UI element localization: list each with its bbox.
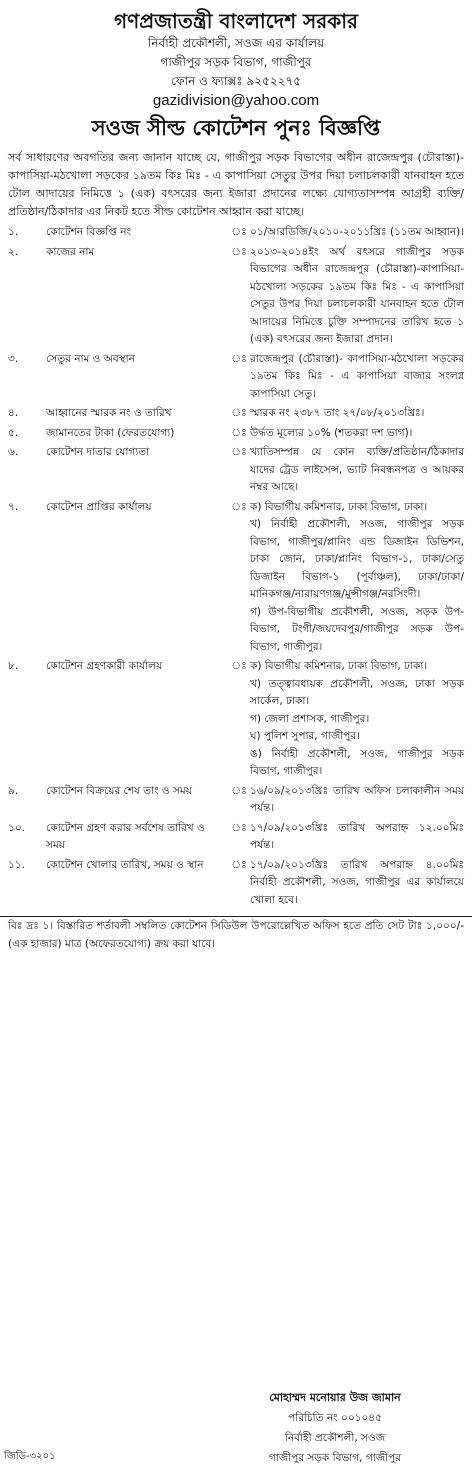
item-row [8, 819, 464, 856]
item-value-line: গ) উপ-বিভাগীয় প্রকৌশলী, সওজ, সড়ক উপ-বিভাগ, টংগী/জয়দেবপুর/গাজীপুর সড়ক উপ-বিভাগ, গাজীপুর। [250, 605, 464, 653]
item-row [8, 243, 464, 350]
item-label: কোটেশন গ্রহণ করার সর্বশেষ তারিখ ও সময় [46, 821, 205, 851]
item-value-line: ০১/আরডিজি/২০১০-২০১১খ্রিঃ (১১তম আহ্বান)। [250, 226, 464, 238]
item-separator: ঃ [231, 500, 247, 513]
item-value-line: ক) বিভাগীয় কমিশনার, ঢাকা বিভাগ, ঢাকা। [250, 500, 428, 513]
signatory-id: পরিচিতি নং ০০১০৪৫ [288, 1412, 382, 1424]
item-label: কাজের নাম [46, 245, 95, 258]
item-separator: ঃ [231, 821, 247, 834]
office-name: নির্বাহী প্রকৌশলী, সওজ এর কার্যালয় [147, 36, 325, 50]
item-value [250, 657, 464, 782]
item-number: ৮. [8, 660, 19, 672]
item-separator: ঃ [231, 446, 247, 458]
item-label: কোটেশন বিজ্ঞপ্তি নং [46, 226, 132, 238]
phone-fax: ফোন ও ফ্যাক্সঃ ৯২৫২২৭৫ [170, 74, 302, 88]
item-label: কোটেশন খোলার তারিখ, সময় ও স্থান [46, 858, 204, 871]
item-row [8, 223, 464, 243]
item-value [250, 424, 464, 444]
item-value [250, 350, 464, 405]
item-value [250, 443, 464, 498]
item-separator: ঃ [231, 784, 247, 797]
item-value-line: ১৭/০৯/২০১৩খ্রিঃ তারিখ অপরাহ্ন ১২.০০মিঃ পর্যন্ত। [250, 821, 464, 851]
item-value-line: ২০১৩-২০১৪ইং অর্থ বৎসরে গাজীপুর সড়ক বিভাগের অধীন রাজেন্দ্রপুর (চৌরাস্তা)-কাপাসিয়া-মঠখোলা সড়কের ১৯তম কিঃ মিঃ - এ কাপাসিয়া সেতুর উপর দিয়া চলাচলকারী যানবাহন হতে টোল আদায়ের নিমিত্তে চুক্তি সম্পাদনের তারিখ হতে ১ (এক) বৎসরের জন্য ইজারা প্রদান। [250, 245, 464, 345]
item-separator: ঃ [231, 245, 247, 258]
item-value-line: খ) নির্বাহী প্রকৌশলী, সওজ, গাজীপুর সড়ক বিভাগ, গাজীপুর/প্লানিং এন্ড ডিজাইন ডিভিশন, ঢাকা জোন, ঢাকা/প্লানিং বিভাগ-১, ঢাকা/সেতু ডিজাইন বিভাগ-১ (পূর্বাঞ্চল), ঢাকা/ঢাকা/মানিকগঞ্জ/নারায়ণগঞ্জ/মুন্সীগঞ্জ/নরসিংদী। [250, 518, 464, 600]
item-label: কোটেশন প্রাপ্তির কার্যালয় [46, 500, 152, 513]
item-separator: ঃ [231, 407, 247, 419]
item-value-line: উর্দ্ধত মূল্যের ১০% (শতকরা দশ ভাগ)। [250, 426, 413, 439]
item-value-line: স্মারক নং ২৩৮৭ তাং ২৭/০৮/২০১৩খ্রিঃ। [250, 407, 425, 419]
item-value-line: ১৬/০৯/২০১৩খ্রিঃ তারিখ অফিস চলাকালীন সময় পর্যন্ত। [250, 784, 464, 814]
item-label: কোটেশন বিক্রয়ের শেষ তাং ও সময় [46, 784, 192, 797]
item-label: জামানতের টাকা (ফেরতযোগ্য) [46, 426, 175, 439]
item-row [8, 498, 464, 658]
item-number: ১১. [8, 858, 25, 871]
item-separator: ঃ [231, 226, 247, 238]
item-number: ১০. [8, 821, 25, 834]
item-value [250, 404, 464, 424]
item-number: ৩. [8, 352, 19, 365]
item-value [250, 819, 464, 856]
item-separator: ঃ [231, 660, 247, 672]
item-value-line: রাজেন্দ্রপুর (চৌরাস্তা)- কাপাসিয়া-মঠখোলা সড়কের ১৯তম কিঃ মিঃ - এ কাপাসিয়া বাজার সংলগ্ন কাপাসিয়া সেতু। [250, 352, 464, 400]
item-number: ২. [8, 245, 19, 258]
division-name: গাজীপুর সড়ক বিভাগ, গাজীপুর [160, 55, 312, 69]
item-label: কোটেশন গ্রহণকারী কার্যালয় [46, 660, 163, 672]
item-row [8, 350, 464, 405]
item-separator: ঃ [231, 352, 247, 365]
item-row [8, 404, 464, 424]
reference-code: জিডি-৩২০১ [4, 1451, 56, 1462]
item-value [250, 498, 464, 658]
item-value [250, 782, 464, 819]
signature-block [210, 1388, 460, 1467]
item-number: ১. [8, 226, 19, 238]
item-value-line: ১৭/০৯/২০১৩খ্রিঃ তারিখ অপরাহ্ন ৪.০০মিঃ নির্বাহী প্রকৌশলী, সওজ, গাজীপুর এর কার্যালয়ে খোলা হবে। [250, 858, 464, 906]
note-paragraph: বিঃ দ্রঃ ১। বিস্তারিত শর্তাবলী সম্বলিত কোটেশন সিডিউল উপরোল্লেখিত অফিস হতে প্রতি সেট টাঃ ১,০০০/- (এক হাজার) মাত্র (অফেরতযোগ্য) ক্রয় করা যাবে। [0, 916, 472, 953]
item-value [250, 243, 464, 350]
item-number: ৫. [8, 426, 19, 439]
item-value-line: ঙ) নির্বাহী প্রকৌশলী, সওজ, গাজীপুর সড়ক বিভাগ, গাজীপুর। [250, 747, 464, 777]
item-separator: ঃ [231, 858, 247, 871]
signatory-office: গাজীপুর সড়ক বিভাগ, গাজীপুর [268, 1452, 402, 1464]
items-table [8, 223, 464, 910]
item-number: ৪. [8, 407, 19, 419]
email-address: gazidivision@yahoo.com [152, 92, 320, 109]
notice-title: সওজ সীল্ড কোটেশন পুনঃ বিজ্ঞপ্তি [91, 116, 381, 140]
item-number: ৭. [8, 500, 19, 513]
item-number: ৯. [8, 784, 19, 797]
item-row [8, 657, 464, 782]
item-value [250, 223, 464, 243]
item-value-line: ঘ) পুলিশ সুপার, গাজীপুর। [250, 730, 360, 742]
item-number: ৬. [8, 446, 19, 458]
item-label: আহ্বানের স্মারক নং ও তারিখ [46, 407, 172, 419]
item-separator: ঃ [231, 426, 247, 439]
item-value-line: খ্যাতিসম্পন্ন যে কোন ব্যক্তি/প্রতিষ্ঠান/ঠিকাদার যাদের ট্রেড লাইসেন্স, ভ্যাট নিবন্ধনপত্র ও আয়কর নম্বর আছে। [250, 446, 464, 493]
signatory-name: মোহাম্মদ মনোয়ার উজ জামান [269, 1391, 401, 1404]
item-value [250, 856, 464, 911]
item-label: কোটেশন দাতার যোগ্যতা [46, 446, 150, 458]
item-value-line: গ) জেলা প্রশাসক, গাজীপুর। [250, 712, 370, 725]
government-title: গণপ্রজাতন্ত্রী বাংলাদেশ সরকার [114, 9, 358, 33]
item-row [8, 443, 464, 498]
item-value-line: ক) বিভাগীয় কমিশনার, ঢাকা বিভাগ, ঢাকা। [250, 660, 428, 672]
item-row [8, 782, 464, 819]
item-value-line: খ) তত্ত্বাবধায়ক প্রকৌশলী, সওজ, ঢাকা সড়ক সার্কেল, ঢাকা। [250, 677, 464, 707]
intro-paragraph: সর্ব সাধারণের অবগতির জন্য জানান যাচ্ছে যে, গাজীপুর সড়ক বিভাগের অধীন রাজেন্দ্রপুর (চৌরাস্তা)-কাপাসিয়া-মঠখোলা সড়কের ১৯তম কিঃ মিঃ - এ কাপাসিয়া সেতুর উপর দিয়া চলাচলকারী যানবাহন হতে টোল আদায়ের নিমিত্তে ১ (এক) বৎসরের জন্য ইজারা প্রদানের লক্ষ্যে যোগ্যতাসম্পন্ন আগ্রহী ব্যক্তি/প্রতিষ্ঠান/ঠিকাদার এর নিকট হতে সীল্ড কোটেশন আহ্বান করা যাচ্ছে। [8, 151, 464, 218]
item-label: সেতুর নাম ও অবস্থান [46, 352, 135, 365]
header [0, 8, 472, 143]
item-row [8, 424, 464, 444]
signatory-title: নির্বাহী প্রকৌশলী, সওজ [284, 1432, 386, 1444]
item-row [8, 856, 464, 911]
